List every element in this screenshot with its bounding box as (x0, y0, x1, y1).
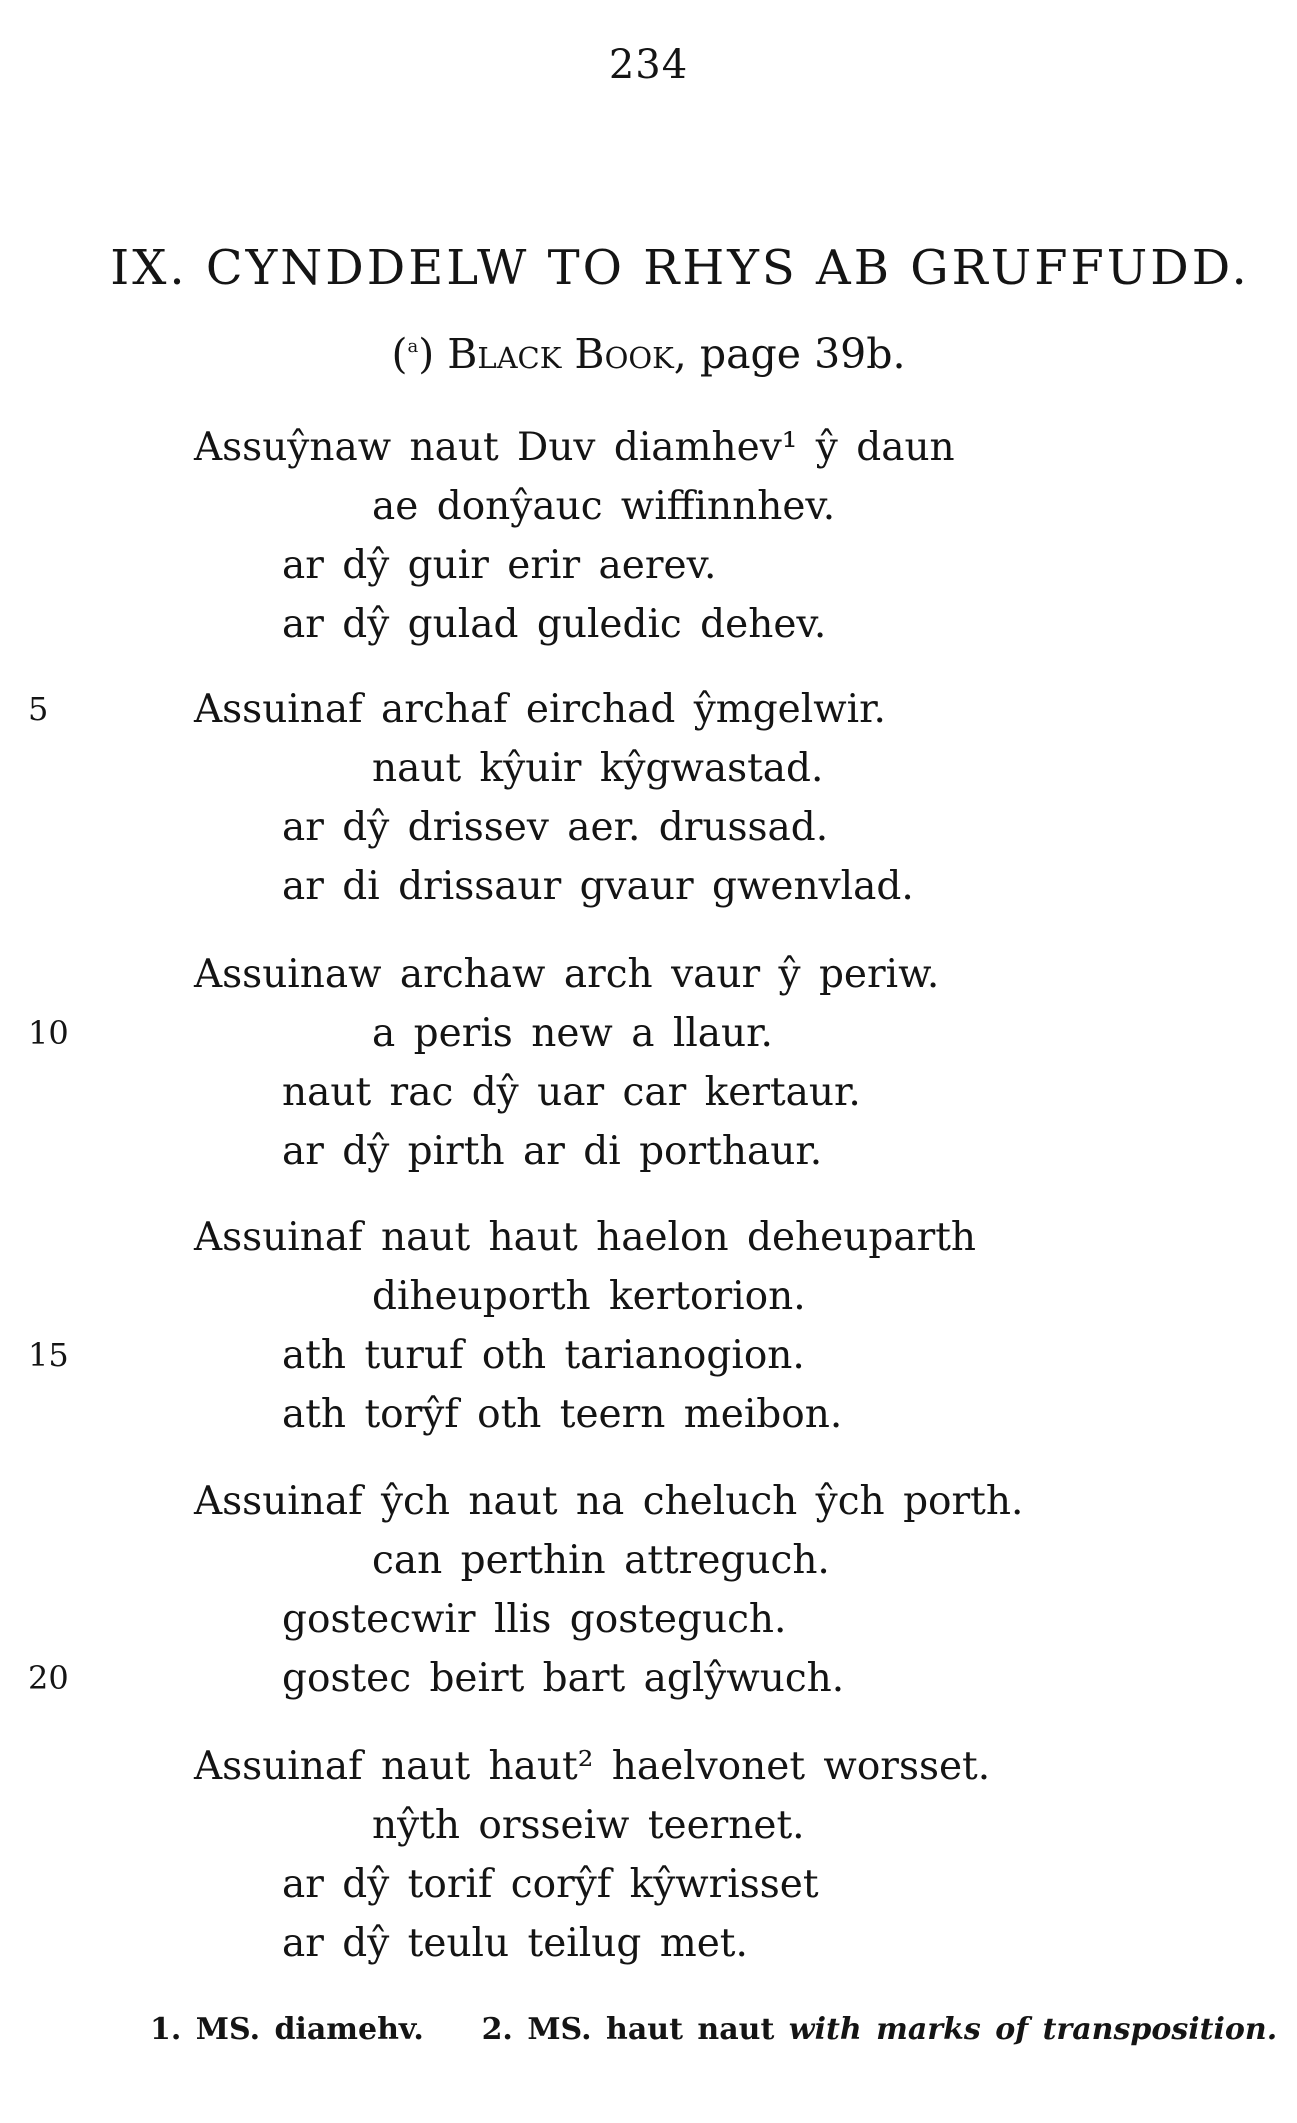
verse-text: ar dŷ gulad guledic dehev. (282, 602, 827, 647)
verse-line (0, 798, 1297, 857)
verse-text: ar di drissaur gvaur gwenvlad. (282, 864, 914, 909)
stanza (0, 945, 1297, 1181)
verse-line (0, 1649, 1297, 1708)
stanza (0, 1208, 1297, 1444)
footnotes (150, 2012, 1278, 2047)
stanza (0, 680, 1297, 916)
subtitle: ($^a$) Black Book, page 39b. (391, 330, 906, 378)
verse-text: ae donŷauc wiffinnhev. (372, 484, 836, 529)
verse-text: gostecwir llis gosteguch. (282, 1597, 787, 1642)
verse-text: naut rac dŷ uar car kertaur. (282, 1070, 861, 1115)
verse-text: Assuinaf naut haut² haelvonet worsset. (194, 1744, 991, 1789)
line-number: 10 (28, 1014, 69, 1052)
verse-text: Assuinaf ŷch naut na cheluch ŷch porth. (194, 1479, 1024, 1524)
stanza (0, 418, 1297, 654)
verse-text: ar dŷ guir erir aerev. (282, 543, 717, 588)
verse-text: Assuinaf archaf eirchad ŷmgelwir. (194, 687, 886, 732)
verse-text: Assuŷnaw naut Duv diamhev¹ ŷ daun (194, 425, 955, 470)
verse-line (0, 1122, 1297, 1181)
subtitle-page: page 39b. (699, 330, 906, 378)
verse-text: ath turuf oth tarianogion. (282, 1333, 805, 1378)
verse-line (0, 1737, 1297, 1796)
verse-line (0, 1385, 1297, 1444)
verse-line (0, 1855, 1297, 1914)
subtitle-source: Black Book, (447, 330, 687, 378)
footnote-2-italic: with marks of transposition. (788, 2012, 1278, 2047)
page-title: IX. CYNDDELW TO RHYS AB GRUFFUDD. (110, 240, 1250, 296)
verse-line (0, 1063, 1297, 1122)
verse-text: ar dŷ pirth ar di porthaur. (282, 1129, 823, 1174)
verse-text: ar dŷ torif corŷf kŷwrisset (282, 1862, 819, 1907)
page-number: 234 (608, 42, 689, 88)
line-number: 15 (28, 1336, 69, 1374)
verse-line (0, 595, 1297, 654)
verse-text: nŷth orsseiw teernet. (372, 1803, 805, 1848)
verse-text: gostec beirt bart aglŷwuch. (282, 1656, 845, 1701)
verse-text: ar dŷ drissev aer. drussad. (282, 805, 829, 850)
verse-text: Assuinaf naut haut haelon deheuparth (194, 1215, 977, 1260)
verse-line (0, 1590, 1297, 1649)
verse-line (0, 536, 1297, 595)
verse-line (0, 857, 1297, 916)
verse-line (0, 680, 1297, 739)
line-number: 20 (28, 1659, 69, 1697)
verse-line (0, 1796, 1297, 1855)
stanza (0, 1472, 1297, 1708)
verse-line (0, 739, 1297, 798)
verse-text: can perthin attreguch. (372, 1538, 830, 1583)
verse-line (0, 1326, 1297, 1385)
verse-line (0, 477, 1297, 536)
verse-line (0, 1531, 1297, 1590)
verse-text: naut kŷuir kŷgwastad. (372, 746, 824, 791)
verse-line (0, 418, 1297, 477)
stanza (0, 1737, 1297, 1973)
verse-text: a peris new a llaur. (372, 1011, 773, 1056)
verse-text: Assuinaw archaw arch vaur ŷ periw. (194, 952, 940, 997)
verse-text: diheuporth kertorion. (372, 1274, 806, 1319)
footnote-2: 2. MS. haut naut (481, 2012, 775, 2047)
verse-line (0, 945, 1297, 1004)
verse-line (0, 1914, 1297, 1973)
subtitle-marker: a (407, 336, 419, 357)
line-number: 5 (28, 690, 49, 728)
footnote-1: 1. MS. diamehv. (150, 2012, 424, 2047)
verse-line (0, 1208, 1297, 1267)
verse-text: ath torŷf oth teern meibon. (282, 1392, 843, 1437)
verse-line (0, 1004, 1297, 1063)
verse-line (0, 1472, 1297, 1531)
verse-text: ar dŷ teulu teilug met. (282, 1921, 748, 1966)
verse-line (0, 1267, 1297, 1326)
